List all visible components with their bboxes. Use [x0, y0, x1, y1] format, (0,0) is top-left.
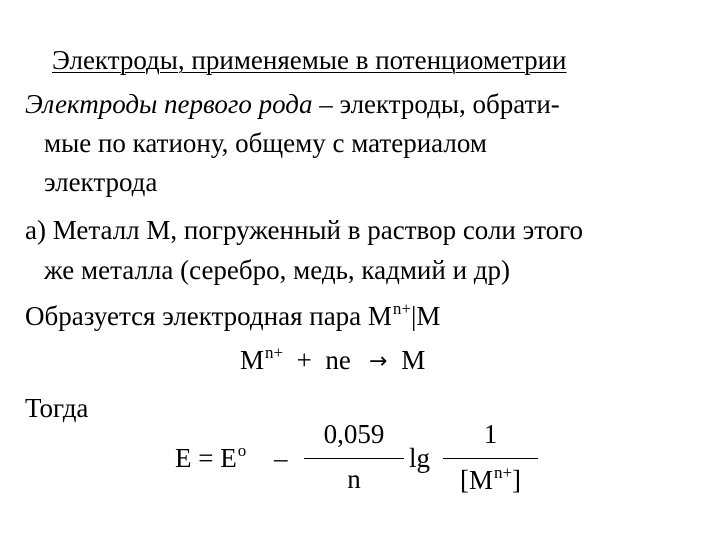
fraction-2-denominator [443, 464, 538, 500]
equation-minus: – [274, 443, 288, 473]
fraction-2-den-open: [M [459, 465, 493, 495]
reaction-left: M [240, 345, 265, 375]
item-a-line-1: а) Металл М, погруженный в раствор соли этого [25, 215, 584, 245]
fraction-2-den-superscript: n+ [493, 463, 513, 482]
lg-operator: lg [409, 443, 431, 473]
pair-superscript: n+ [392, 299, 412, 318]
reaction-right: M [401, 345, 426, 375]
slide-title: Электроды, применяемые в потенциометрии [52, 45, 567, 75]
definition-line-1 [25, 88, 560, 120]
fraction-1-denominator: n [347, 464, 361, 494]
equation-lhs-superscript: o [237, 441, 247, 460]
fraction-1-bar [304, 458, 404, 459]
arrow-icon: → [368, 349, 388, 374]
definition-line-2: мые по катиону, общему с материалом [44, 128, 487, 158]
fraction-2-numerator: 1 [483, 419, 498, 449]
reaction-left-superscript: n+ [265, 343, 284, 362]
equation-lhs [175, 442, 246, 478]
pair-tail: |М [411, 301, 441, 331]
reaction-middle: + ne [283, 345, 351, 375]
reaction-equation [240, 344, 425, 380]
fraction-2-den-close: ] [512, 465, 522, 495]
fraction-2-bar [443, 458, 538, 459]
item-a-line-2: же металла (серебро, медь, кадмий и др) [44, 255, 511, 285]
electrode-pair-line [25, 300, 440, 336]
fraction-1-numerator: 0,059 [323, 419, 385, 449]
then-label: Тогда [25, 393, 89, 423]
definition-line-3: электрода [44, 167, 158, 197]
equation-lhs-text: E = E [175, 443, 237, 473]
definition-text: – электроды, обрати- [312, 89, 560, 119]
pair-text: Образуется электродная пара М [25, 301, 392, 331]
definition-term: Электроды первого рода [25, 89, 313, 119]
